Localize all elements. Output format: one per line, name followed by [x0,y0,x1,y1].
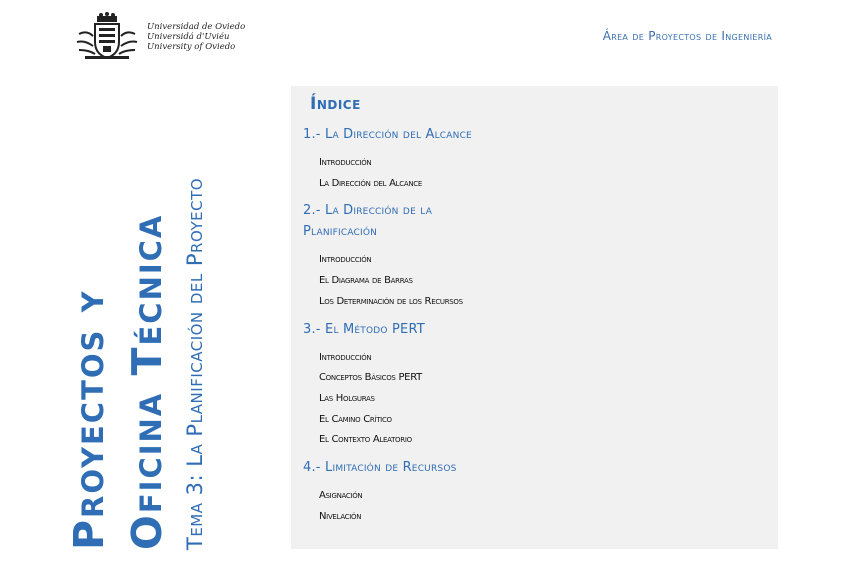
list-item: El Camino Crítico [319,413,392,425]
list-item: Nivelación [319,510,362,522]
index-section-1 [303,124,768,194]
university-name-ast: Universidá d'Uviéu [147,32,230,42]
university-crest-icon [75,12,139,62]
index-sections [303,124,768,533]
index-panel [291,86,778,549]
list-item: El Diagrama de Barras [319,275,413,287]
area-title: Área de Proyectos de Ingeniería [602,29,772,43]
vertical-title-block [60,110,210,550]
list-item: Introducción [319,351,372,363]
section-title: 1.- La Dirección del Alcance [303,127,472,142]
list-item: Introducción [319,254,372,266]
list-item: Asignación [319,490,363,502]
list-item: Introducción [319,157,372,168]
list-item: La Dirección del Alcance [319,177,423,189]
university-name-es: Universidad de Oviedo [147,22,246,32]
section-title: 3.- El Método PERT [303,321,425,337]
list-item: El Contexto Aleatorio [319,434,412,446]
section-title-line1: 2.- La Dirección de la [303,203,433,219]
list-item: Las Holguras [319,392,375,404]
topic-title: Tema 3: La Planificación del Proyecto [183,177,207,550]
course-title-line1: Proyectos y [65,289,113,550]
university-name-en: University of Oviedo [147,42,236,52]
index-section-3 [303,319,768,452]
index-section-2 [303,200,768,312]
list-item: Los Determinación de los Recursos [319,295,463,307]
section-title: 4.- Limitación de Recursos [303,460,457,476]
university-logo [75,12,245,62]
course-title-line2: Oficina Técnica [123,213,171,550]
university-names [147,22,245,52]
section-title-line2: Planificación [303,224,378,240]
list-item: Conceptos Básicos PERT [319,372,422,384]
index-section-4 [303,457,768,527]
index-title: Índice [310,94,361,114]
